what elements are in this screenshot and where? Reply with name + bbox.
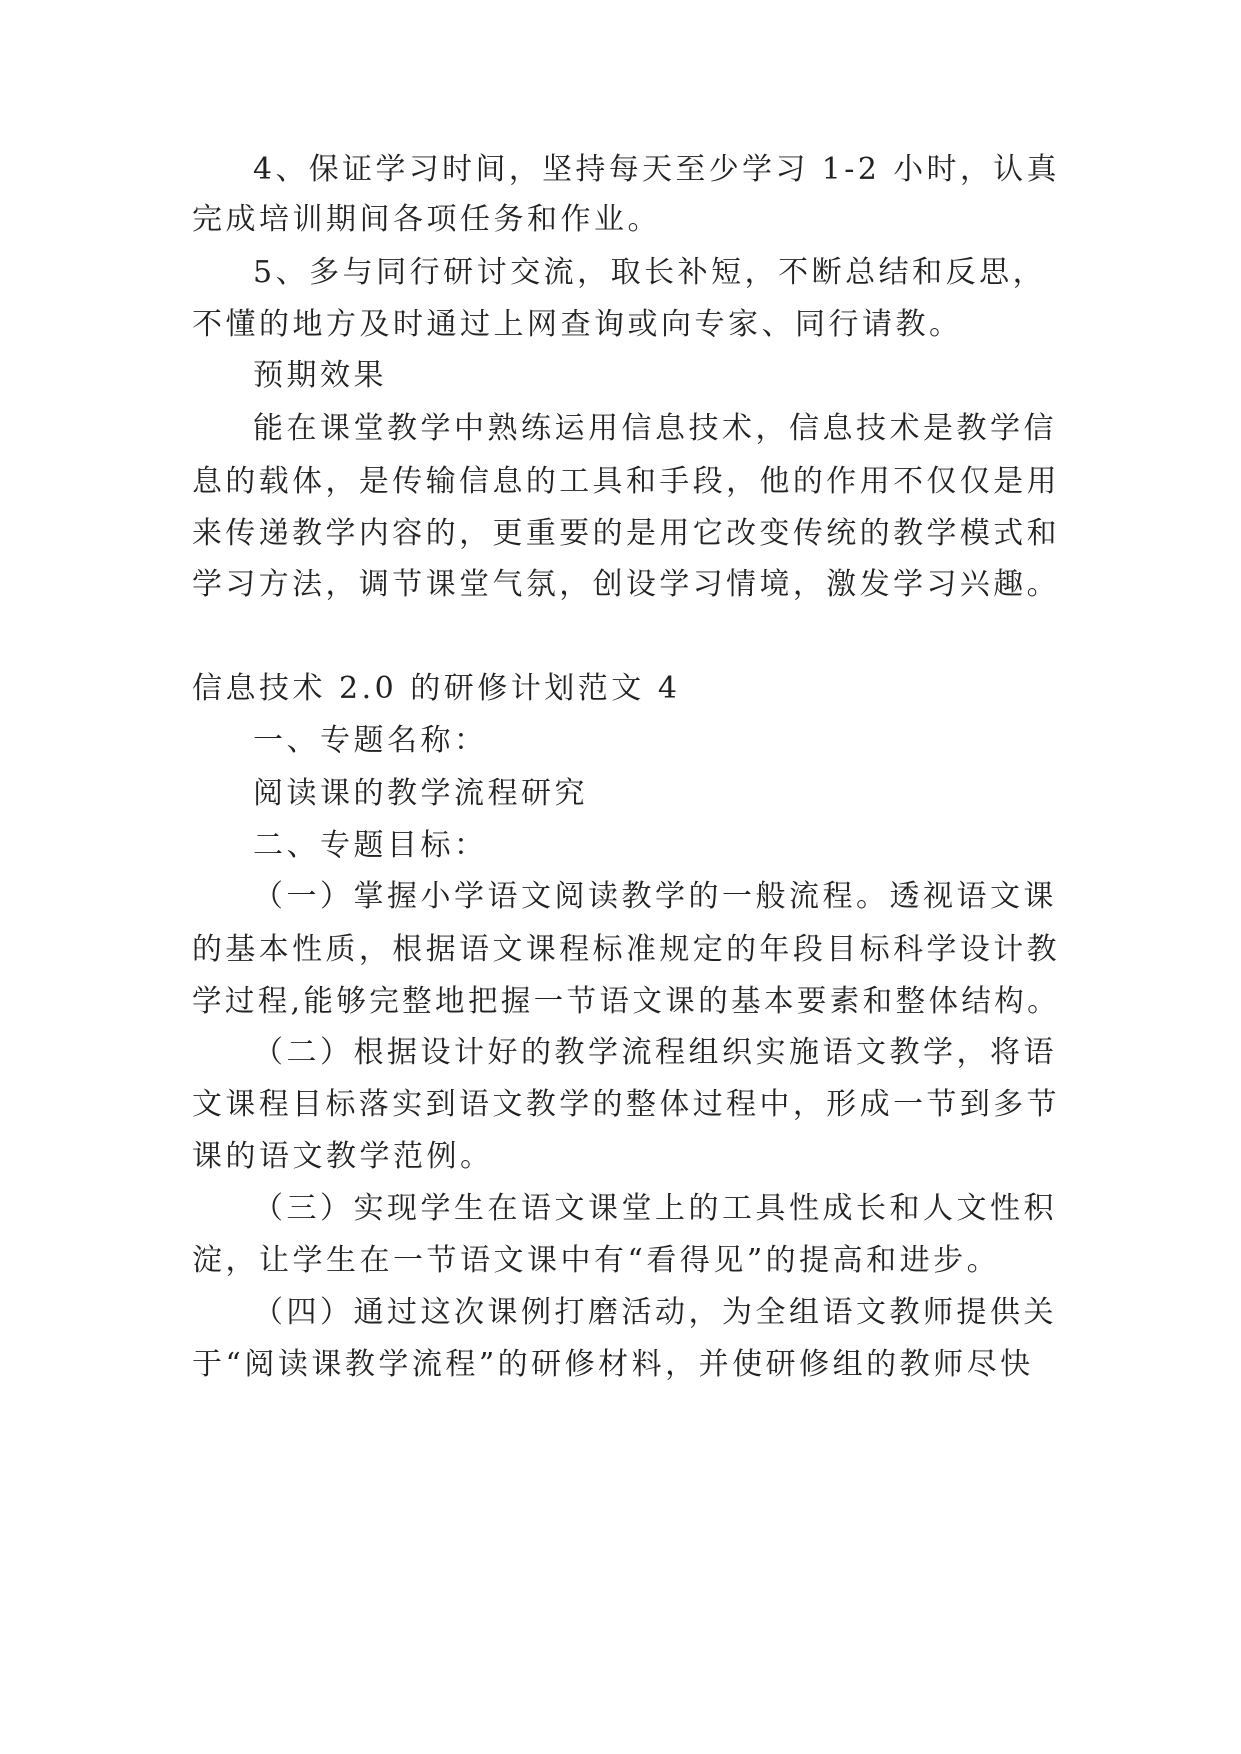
text-line: 阅读课的教学流程研究 [253,776,588,811]
text-line: 能在课堂教学中熟练运用信息技术，信息技术是教学信 [253,411,1057,446]
section-heading: 一、专题名称： [253,723,488,758]
section-heading: 预期效果 [253,358,387,393]
text-line: 学过程,能够完整地把握一节语文课的基本要素和整体结构。 [192,984,1061,1019]
section-heading: 二、专题目标： [253,828,488,863]
text-line: 5、多与同行研讨交流，取长补短，不断总结和反思， [253,255,1047,290]
text-line: 不懂的地方及时通过上网查询或向专家、同行请教。 [192,307,963,342]
text-line: 来传递教学内容的，更重要的是用它改变传统的教学模式和 [192,516,1060,551]
text-line: （四）通过这次课例打磨活动，为全组语文教师提供关 [253,1295,1057,1330]
text-line: 的基本性质，根据语文课程标准规定的年段目标科学设计教 [192,932,1060,967]
text-line: 文课程目标落实到语文教学的整体过程中，形成一节到多节 [192,1087,1060,1122]
text-line: 淀，让学生在一节语文课中有“看得见”的提高和进步。 [192,1243,1001,1278]
text-line: 课的语文教学范例。 [192,1139,494,1174]
text-line: 学习方法，调节课堂气氛，创设学习情境，激发学习兴趣。 [192,567,1060,602]
text-line: （一）掌握小学语文阅读教学的一般流程。透视语文课 [253,879,1057,914]
document-title: 信息技术 2.0 的研修计划范文 4 [192,671,681,706]
text-line: 于“阅读课教学流程”的研修材料，并使研修组的教师尽快 [192,1347,1034,1382]
text-line: 4、保证学习时间，坚持每天至少学习 1-2 小时，认真 [253,152,1060,187]
text-line: 息的载体，是传输信息的工具和手段，他的作用不仅仅是用 [192,464,1060,499]
text-line: （二）根据设计好的教学流程组织实施语文教学，将语 [253,1035,1057,1070]
text-line: （三）实现学生在语文课堂上的工具性成长和人文性积 [253,1191,1057,1226]
text-line: 完成培训期间各项任务和作业。 [192,202,661,237]
